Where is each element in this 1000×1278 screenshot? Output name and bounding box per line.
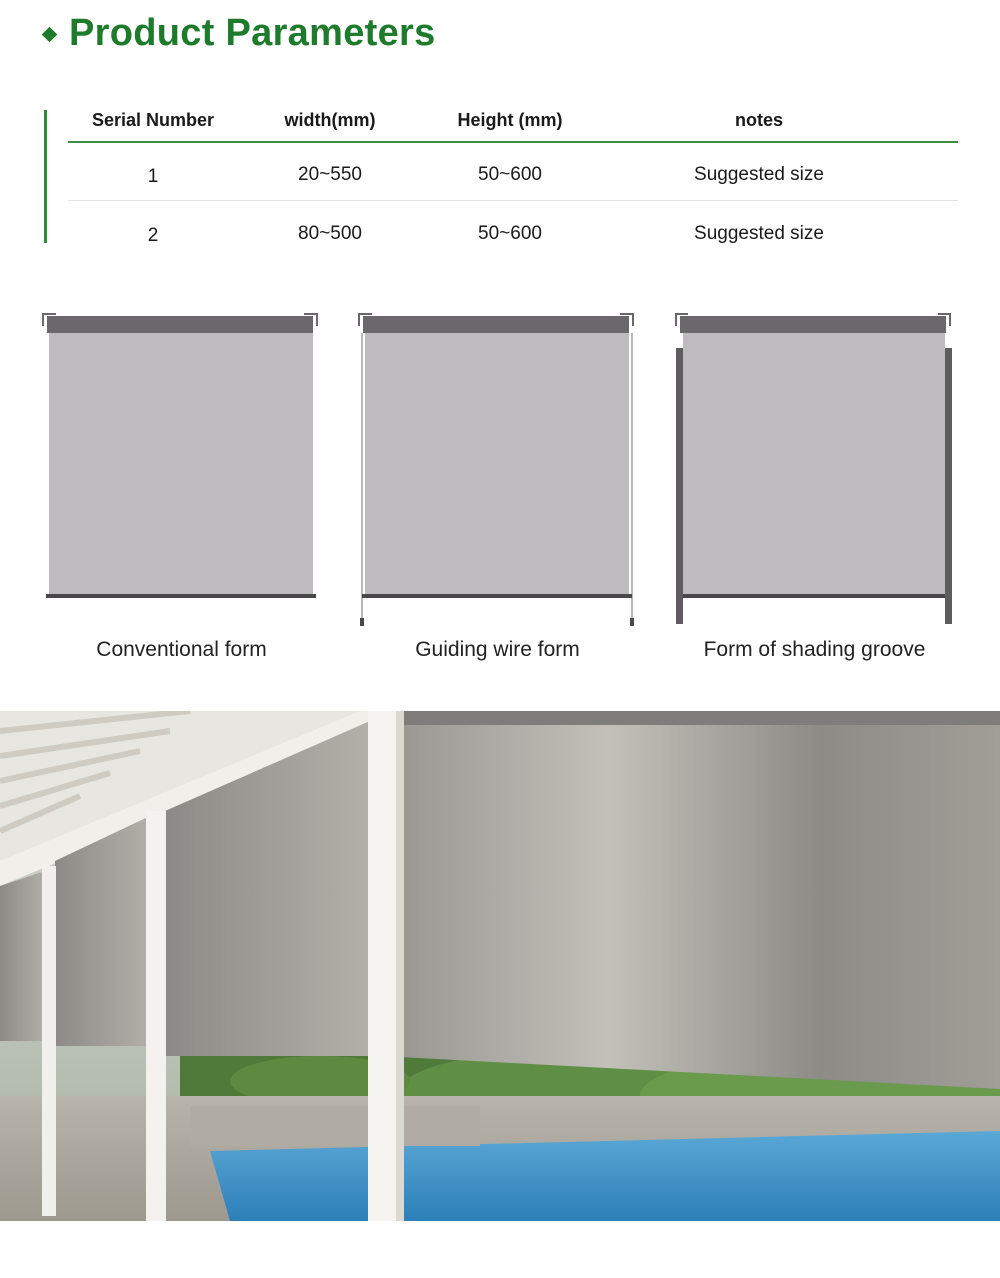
row-divider xyxy=(68,200,958,201)
table-accent-bar xyxy=(44,110,47,243)
parameters-table xyxy=(44,110,958,246)
guide-wire-blind-icon xyxy=(356,308,641,633)
form-label: Form of shading groove xyxy=(703,638,926,661)
form-label: Conventional form xyxy=(96,638,267,661)
column-header-serial: Serial Number xyxy=(91,110,215,130)
diamond-bullet-icon xyxy=(42,27,58,43)
page-title: Product Parameters xyxy=(69,12,436,54)
conventional-blind-icon xyxy=(40,308,325,608)
table-cell-notes: Suggested size xyxy=(694,223,824,244)
form-label: Guiding wire form xyxy=(415,638,580,661)
shading-groove-blind-icon xyxy=(672,308,957,633)
patio-roller-blinds-photo xyxy=(0,711,1000,1221)
column-header-notes: notes xyxy=(734,110,783,130)
table-cell-width: 80~500 xyxy=(298,223,362,244)
table-cell-notes: Suggested size xyxy=(694,164,824,185)
column-header-height: Height (mm) xyxy=(457,110,563,130)
table-cell-height: 50~600 xyxy=(478,164,542,185)
table-cell-serial: 2 xyxy=(147,225,159,246)
header-divider xyxy=(68,141,958,143)
table-cell-width: 20~550 xyxy=(298,164,362,185)
table-cell-height: 50~600 xyxy=(478,223,542,244)
table-cell-serial: 1 xyxy=(147,166,159,187)
section-heading xyxy=(44,12,436,55)
column-header-width: width(mm) xyxy=(284,110,376,130)
